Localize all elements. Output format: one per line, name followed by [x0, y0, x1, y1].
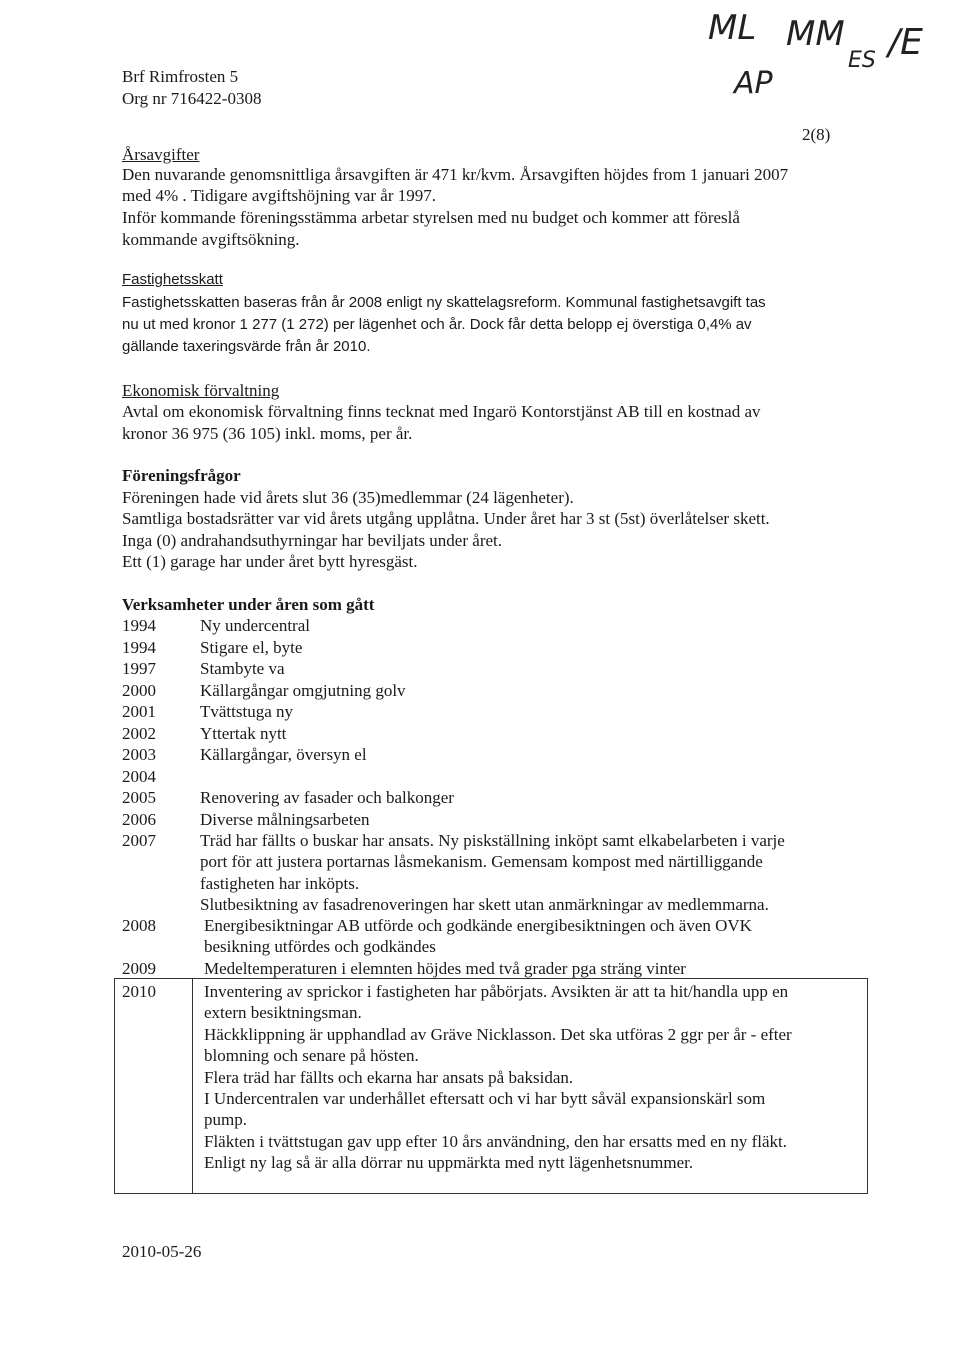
activity-text: Stigare el, byte: [200, 638, 303, 657]
activity-text: Diverse målningsarbeten: [200, 810, 370, 829]
activity-year: 2007: [122, 831, 156, 850]
activity-row: [122, 658, 868, 679]
activity-text: Yttertak nytt: [200, 724, 287, 743]
activity-year: 1994: [122, 616, 156, 635]
activity-year: 2003: [122, 745, 156, 764]
activity-row: [122, 915, 868, 958]
initials-ap: AP: [734, 66, 773, 101]
activity-row: [122, 766, 868, 787]
page-number: 2(8): [802, 125, 831, 144]
activity-row: [122, 723, 868, 744]
activity-year: 1997: [122, 659, 156, 678]
activity-text: fastigheten har inköpts.: [200, 873, 360, 893]
activity-row: [122, 787, 868, 808]
activity-row: [122, 830, 868, 916]
activity-text: Källargångar omgjutning golv: [200, 681, 406, 700]
footer-date: 2010-05-26: [122, 1242, 202, 1261]
initials-es: ES: [848, 48, 876, 73]
activity-text: Enligt ny lag så är alla dörrar nu uppmärkta med nytt lägenhetsnummer.: [204, 1153, 694, 1173]
activity-year: 2010: [122, 982, 156, 1001]
activity-text: Medeltemperaturen i elemnten höjdes med två grader pga sträng vinter: [204, 959, 686, 978]
activity-text: besikning utfördes och godkändes: [204, 937, 436, 957]
section-heading-fastighetsskatt: Fastighetsskatt: [122, 271, 223, 288]
activity-text: Flera träd har fällts och ekarna har ansats på baksidan.: [204, 1067, 574, 1087]
section-heading-ekonomisk-forvaltning: Ekonomisk förvaltning: [122, 381, 280, 400]
activity-text: Stambyte va: [200, 659, 285, 678]
activity-year: 2005: [122, 788, 156, 807]
activity-text: pump.: [204, 1110, 247, 1130]
activity-year: 2004: [122, 767, 156, 786]
activity-row: [122, 744, 868, 765]
activity-year: 1994: [122, 638, 156, 657]
paragraph-line: gällande taxeringsvärde från år 2010.: [122, 338, 371, 355]
paragraph-line: kommande avgiftsökning.: [122, 230, 300, 249]
activity-text: port för att justera portarnas låsmekanism. Gemensam kompost med närtilliggande: [200, 852, 763, 872]
activity-row: [122, 981, 868, 1181]
paragraph-line: Ett (1) garage har under året bytt hyresgäst.: [122, 552, 418, 571]
initials-mm: MM: [786, 14, 845, 54]
paragraph-line: Samtliga bostadsrätter var vid årets utgång upplåtna. Under året har 3 st (5st) överlåtelser skett.: [122, 509, 770, 528]
section-heading-arsavgifter: Årsavgifter: [122, 145, 200, 164]
paragraph-line: Inför kommande föreningsstämma arbetar styrelsen med nu budget och kommer att föreslå: [122, 208, 740, 227]
activity-text: Inventering av sprickor i fastigheten har påbörjats. Avsikten är att ta hit/handla upp en: [204, 982, 789, 1001]
activity-text: Ny undercentral: [200, 616, 310, 635]
activity-text: I Undercentralen var underhållet eftersatt och vi har bytt såväl expansionskärl som: [204, 1089, 766, 1109]
paragraph-line: Fastighetsskatten baseras från år 2008 enligt ny skattelagsreform. Kommunal fastighetsavgift tas: [122, 294, 766, 311]
activity-text: Träd har fällts o buskar har ansats. Ny piskställning inköpt samt elkabelarbeten i varje: [200, 831, 785, 850]
initials-e: /E: [888, 22, 923, 63]
paragraph-line: Föreningen hade vid årets slut 36 (35)medlemmar (24 lägenheter).: [122, 488, 574, 507]
activity-row: [122, 809, 868, 830]
activity-year: 2002: [122, 724, 156, 743]
activity-text: extern besiktningsman.: [204, 1003, 362, 1023]
activity-text: Tvättstuga ny: [200, 702, 294, 721]
activity-year: 2001: [122, 702, 156, 721]
paragraph-line: Avtal om ekonomisk förvaltning finns tecknat med Ingarö Kontorstjänst AB till en kostnad av: [122, 402, 761, 421]
activity-year: 2000: [122, 681, 156, 700]
activity-row: [122, 958, 868, 979]
activity-row: [122, 701, 868, 722]
activity-year: 2009: [122, 959, 156, 978]
activity-text: Fläkten i tvättstugan gav upp efter 10 års användning, den har ersatts med en ny fläkt.: [204, 1131, 788, 1151]
activity-year: 2006: [122, 810, 156, 829]
paragraph-line: nu ut med kronor 1 277 (1 272) per lägenhet och år. Dock får detta belopp ej överstiga 0,4% av: [122, 316, 752, 333]
activity-year: 2008: [122, 916, 156, 935]
paragraph-line: Inga (0) andrahandsuthyrningar har beviljats under året.: [122, 531, 502, 550]
paragraph-line: Den nuvarande genomsnittliga årsavgiften är 471 kr/kvm. Årsavgiften höjdes from 1 januari 2007: [122, 165, 789, 184]
org-name: Brf Rimfrosten 5: [122, 67, 239, 86]
section-heading-verksamheter: Verksamheter under åren som gått: [122, 595, 375, 614]
activity-row: [122, 680, 868, 701]
paragraph-line: med 4% . Tidigare avgiftshöjning var år 1997.: [122, 186, 436, 205]
activity-row: [122, 637, 868, 658]
paragraph-line: kronor 36 975 (36 105) inkl. moms, per år.: [122, 424, 413, 443]
activity-text: Renovering av fasader och balkonger: [200, 788, 454, 807]
activity-text: blomning och senare på hösten.: [204, 1046, 419, 1066]
activity-text: Häckklippning är upphandlad av Gräve Nicklasson. Det ska utföras 2 ggr per år - efter: [204, 1024, 792, 1044]
activity-text: Slutbesiktning av fasadrenoveringen har skett utan anmärkningar av medlemmarna.: [200, 895, 769, 915]
activity-text: Källargångar, översyn el: [200, 745, 367, 764]
initials-ml: ML: [708, 8, 757, 48]
org-number: Org nr 716422-0308: [122, 89, 262, 108]
activity-row: [122, 615, 868, 636]
activity-text: Energibesiktningar AB utförde och godkände energibesiktningen och även OVK: [204, 916, 752, 935]
section-heading-foreningsfragor: Föreningsfrågor: [122, 466, 241, 485]
